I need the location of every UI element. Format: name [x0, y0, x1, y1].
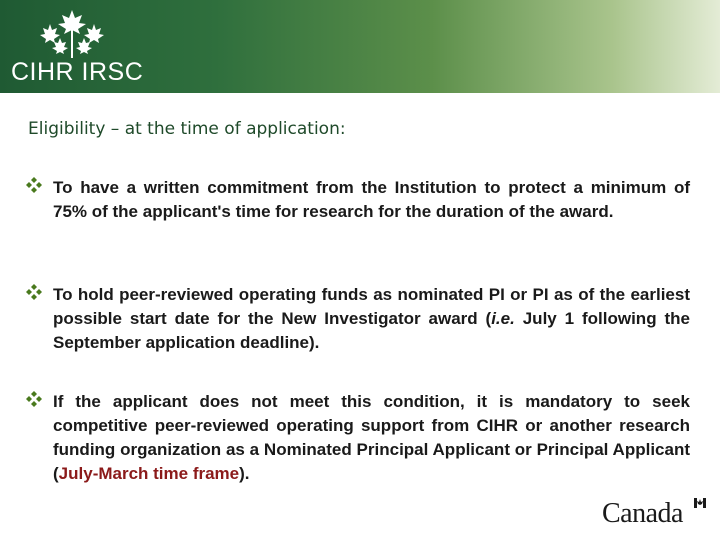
bullet-text-italic: i.e.: [491, 309, 515, 328]
four-diamond-bullet-icon: [26, 391, 42, 407]
page-title: Eligibility – at the time of application:: [28, 119, 346, 139]
bullet-item: [26, 283, 694, 355]
bullet-text: [53, 283, 690, 355]
bullet-text-part: If the applicant does not meet this condition, it is mandatory to seek competitive peer-reviewed operating support from CIHR or another research funding organization as a Nominated Principal Applicant or Principal Applicant (: [53, 392, 690, 483]
bullet-item: [26, 390, 694, 486]
bullet-text: [53, 390, 690, 486]
canada-wordmark: Canada: [602, 498, 683, 529]
bullet-text-part: ).: [239, 464, 250, 483]
logo-text: CIHR IRSC: [11, 58, 144, 86]
canada-flag-icon: [694, 498, 706, 508]
maple-leaf-cluster-icon: [36, 8, 108, 60]
bullet-text: To have a written commitment from the Institution to protect a minimum of 75% of the applicant's time for research for the duration of the award.: [53, 178, 690, 221]
bullet-item: [26, 176, 694, 224]
four-diamond-bullet-icon: [26, 177, 42, 193]
bullet-text-part: To hold peer-reviewed operating funds as nominated PI or PI as of the earliest possible start date for the New Investigator award (: [53, 285, 690, 328]
bullet-text-part: July 1 following the September application deadline).: [53, 309, 690, 352]
header-banner: [0, 0, 720, 93]
four-diamond-bullet-icon: [26, 284, 42, 300]
bullet-text-highlight: July-March time frame: [58, 464, 240, 483]
